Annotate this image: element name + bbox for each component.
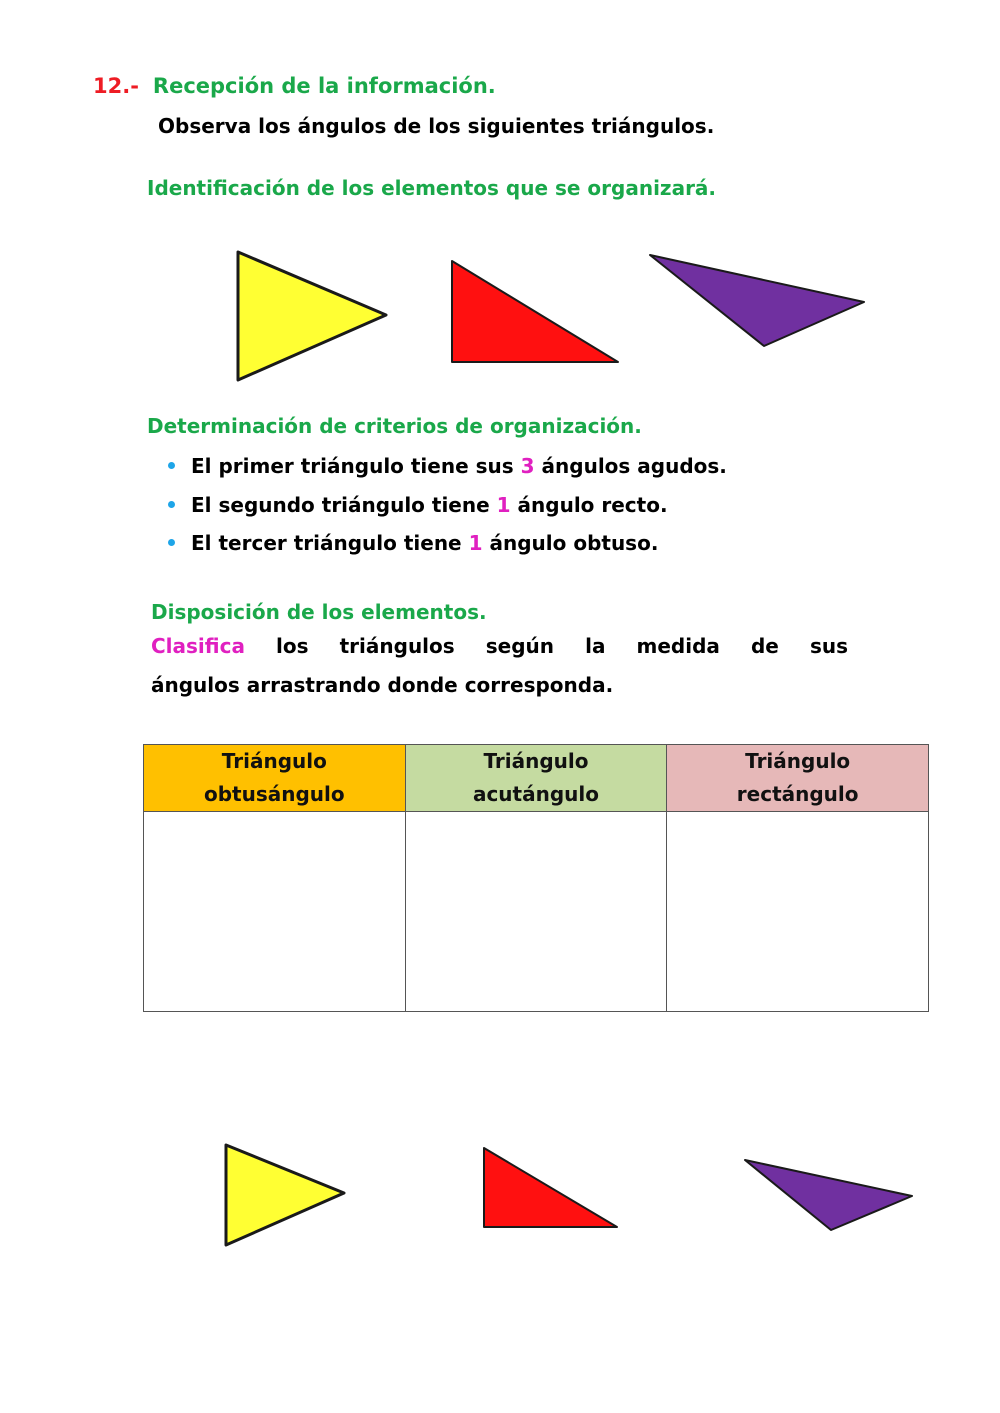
- heading-criteria: Determinación de criterios de organización.: [147, 414, 642, 438]
- criteria-list: [168, 452, 727, 568]
- drop-zone-rectangulo[interactable]: [667, 812, 929, 1012]
- heading-disposition: Disposición de los elementos.: [151, 600, 487, 624]
- draggable-triangle-obtuse[interactable]: [745, 1160, 912, 1230]
- instruction-text: Observa los ángulos de los siguientes triángulos.: [158, 114, 715, 138]
- classification-table: [143, 744, 929, 1012]
- reference-triangle-acute: [238, 252, 386, 380]
- criteria-item: El tercer triángulo tiene 1 ángulo obtuso.: [168, 529, 727, 568]
- classify-instruction-line1: Clasifica los triángulos según la medida de sus: [151, 634, 848, 658]
- angle-count: 1: [496, 492, 511, 517]
- drop-zone-acutangulo[interactable]: [405, 812, 667, 1012]
- section-number: 12.-: [93, 74, 139, 98]
- reference-triangle-obtuse: [650, 255, 864, 346]
- angle-count: 1: [468, 531, 483, 555]
- bullet-icon: [168, 501, 175, 508]
- drop-zone-obtusangulo[interactable]: [144, 812, 406, 1012]
- draggable-triangle-right[interactable]: [484, 1148, 617, 1227]
- heading-identification: Identificación de los elementos que se organizará.: [147, 176, 717, 200]
- classify-keyword: Clasifica: [151, 634, 245, 658]
- section-title-text: Recepción de la información.: [152, 74, 496, 98]
- header-obtusangulo: Triángulo obtusángulo: [144, 745, 406, 812]
- criteria-item: El segundo triángulo tiene 1 ángulo recto.: [168, 491, 727, 530]
- header-rectangulo: Triángulo rectángulo: [667, 745, 929, 812]
- draggable-triangle-acute[interactable]: [226, 1145, 344, 1245]
- angle-count: 3: [520, 454, 535, 478]
- criteria-item: El primer triángulo tiene sus 3 ángulos agudos.: [168, 452, 727, 491]
- reference-triangle-right: [452, 261, 618, 362]
- bullet-icon: [168, 539, 175, 546]
- classify-instruction-line2: ángulos arrastrando donde corresponda.: [151, 673, 614, 697]
- header-acutangulo: Triángulo acutángulo: [405, 745, 667, 812]
- section-title: [93, 74, 496, 98]
- bullet-icon: [168, 462, 175, 469]
